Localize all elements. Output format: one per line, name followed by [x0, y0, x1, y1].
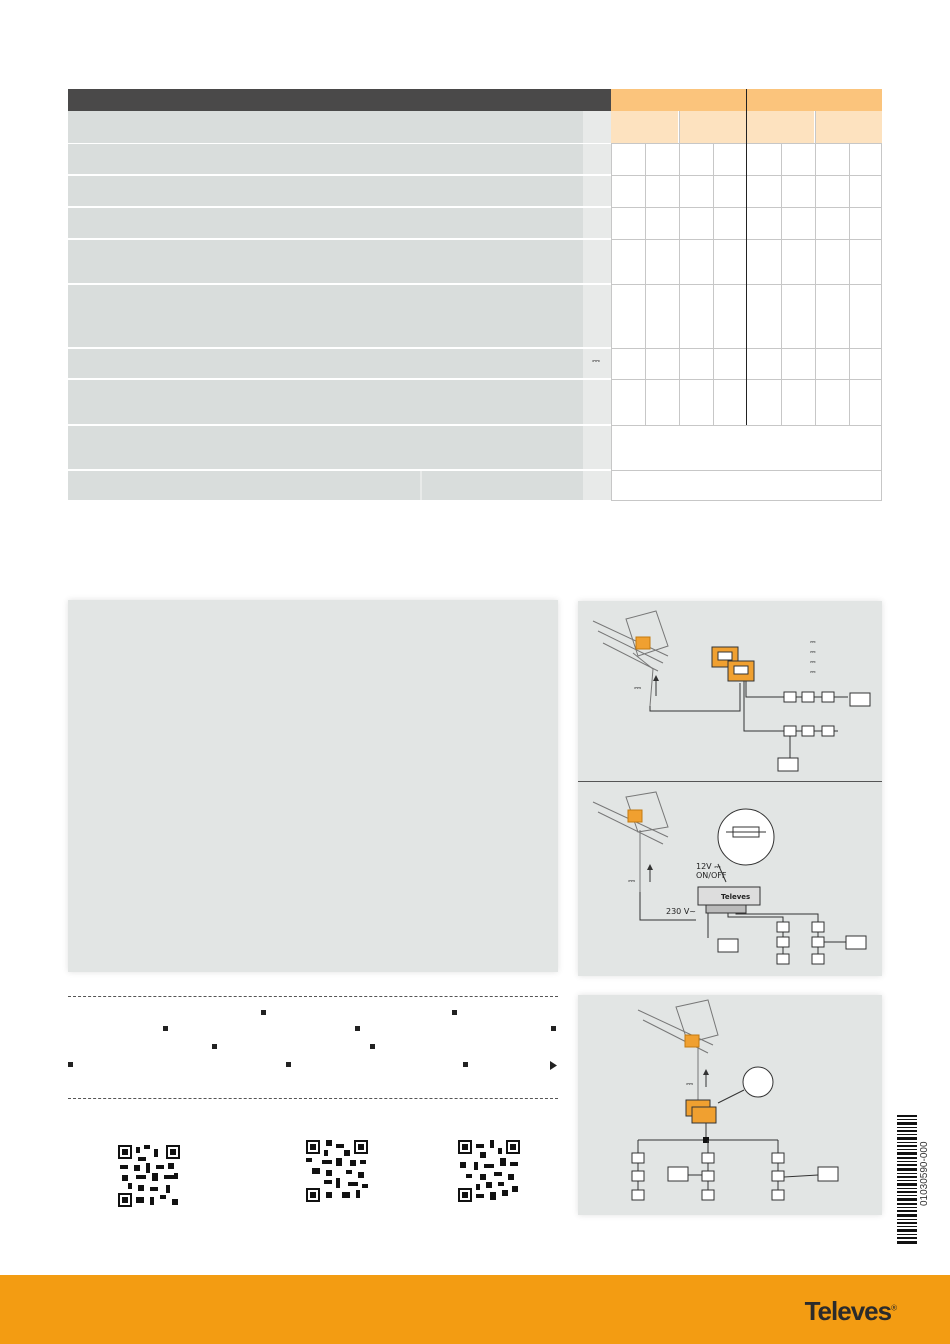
- table-row-label: [68, 471, 583, 500]
- outlet-icon: [777, 954, 789, 964]
- table-row-label: [68, 380, 583, 424]
- subheader-cell: [679, 111, 746, 143]
- subheader-cell: [747, 111, 814, 143]
- table-row-label: [68, 285, 583, 347]
- outlet-icon: [772, 1153, 784, 1163]
- cable-line: [650, 683, 740, 711]
- table-row-label: [68, 208, 583, 238]
- svg-text:⎓: ⎓: [810, 638, 816, 646]
- bullet-square: [370, 1044, 375, 1049]
- bullet-square: [286, 1062, 291, 1067]
- outlet-icon: [702, 1153, 714, 1163]
- outlet-icon: [702, 1190, 714, 1200]
- outlet-icon: [822, 692, 834, 702]
- tv-icon: [668, 1167, 688, 1181]
- outlet-icon: [784, 692, 796, 702]
- supply-label: 12V ⎓ ON/OFF: [696, 862, 727, 880]
- dc-symbol: ⎓: [634, 684, 642, 694]
- outlet-icon: [822, 726, 834, 736]
- label-split: [420, 471, 422, 500]
- qr-code[interactable]: [458, 1140, 520, 1202]
- subheader-cell: [611, 111, 678, 143]
- table-row-unit: [583, 144, 611, 174]
- outlet-icon: [802, 726, 814, 736]
- detail-circle: [743, 1067, 773, 1097]
- group-divider: [746, 89, 747, 425]
- table-row-unit: [583, 176, 611, 206]
- col-divider: [679, 111, 680, 425]
- subheader-cell: [815, 111, 882, 143]
- outlet-icon: [702, 1171, 714, 1181]
- outlet-icon: [632, 1190, 644, 1200]
- tv-icon: [718, 939, 738, 952]
- table-subheader-unit: [583, 111, 611, 143]
- bullet-square: [551, 1026, 556, 1031]
- dashed-separator: [68, 1098, 558, 1099]
- row-divider: [611, 425, 882, 426]
- table-row-label: [68, 240, 583, 283]
- col-divider: [611, 143, 612, 501]
- barcode-number: 01030590-000: [919, 1141, 930, 1206]
- dc-symbol: ⎓: [592, 356, 599, 367]
- amplifier-icon: [628, 810, 642, 822]
- svg-text:⎓: ⎓: [810, 658, 816, 666]
- outlet-icon: [772, 1171, 784, 1181]
- diagram-3: [578, 995, 882, 1215]
- col-divider: [781, 143, 782, 425]
- table-row-label: [68, 426, 583, 469]
- outlet-icon: [632, 1153, 644, 1163]
- svg-text:⎓: ⎓: [810, 668, 816, 676]
- outlet-icon: [777, 937, 789, 947]
- svg-text:⎓: ⎓: [628, 877, 636, 887]
- diagram-1: [578, 601, 882, 781]
- arrow-right-icon: [550, 1061, 558, 1070]
- table-row-unit: [583, 208, 611, 238]
- table-row-label: [68, 349, 583, 378]
- qr-code[interactable]: [118, 1145, 180, 1207]
- col-divider: [849, 143, 850, 425]
- outlet-icon: [812, 922, 824, 932]
- table-row-unit: [583, 240, 611, 283]
- outlet-icon: [772, 1190, 784, 1200]
- table-row-label: [68, 144, 583, 174]
- barcode: [897, 1115, 917, 1245]
- table-row-unit: [583, 380, 611, 424]
- col-divider: [713, 143, 714, 425]
- outlet-icon: [812, 937, 824, 947]
- outlet-icon: [777, 922, 789, 932]
- outlet-icon: [802, 692, 814, 702]
- bullet-square: [355, 1026, 360, 1031]
- outlet-icon: [812, 954, 824, 964]
- bullet-square: [212, 1044, 217, 1049]
- dashed-separator: [68, 996, 558, 997]
- table-row-unit: [583, 349, 611, 378]
- svg-text:⎓: ⎓: [686, 1080, 694, 1090]
- row-divider: [611, 500, 882, 501]
- table-row-unit: [583, 426, 611, 469]
- col-divider: [645, 143, 646, 425]
- table-row-unit: [583, 285, 611, 347]
- tv-icon: [818, 1167, 838, 1181]
- bullet-square: [261, 1010, 266, 1015]
- info-panel: [68, 600, 558, 972]
- qr-code[interactable]: [306, 1140, 368, 1202]
- table-row-unit: [583, 471, 611, 500]
- col-divider: [815, 111, 816, 425]
- bullet-square: [452, 1010, 457, 1015]
- diagram-2: [578, 782, 882, 976]
- svg-text:⎓: ⎓: [810, 648, 816, 656]
- outlet-icon: [784, 726, 796, 736]
- amplifier-icon: [636, 637, 650, 649]
- antenna-icon: [593, 611, 668, 706]
- table-row-label: [68, 176, 583, 206]
- table-header-group-2: [747, 89, 882, 111]
- bullet-square: [68, 1062, 73, 1067]
- mains-label: 230 V~: [666, 907, 696, 916]
- bullet-square: [163, 1026, 168, 1031]
- bullet-square: [463, 1062, 468, 1067]
- outlet-icon: [632, 1171, 644, 1181]
- table-header-group-1: [611, 89, 746, 111]
- tv-icon: [778, 758, 798, 771]
- brand-label: Televes: [721, 893, 751, 901]
- tv-icon: [850, 693, 870, 706]
- table-header-dark: [68, 89, 611, 111]
- tv-icon: [846, 936, 866, 949]
- cable-line: [744, 681, 838, 731]
- table-subheader-label: [68, 111, 583, 143]
- brand-logo[interactable]: Televes®: [804, 1296, 896, 1326]
- row-divider: [611, 470, 882, 471]
- col-divider: [881, 143, 882, 501]
- amplifier-icon: [685, 1035, 699, 1047]
